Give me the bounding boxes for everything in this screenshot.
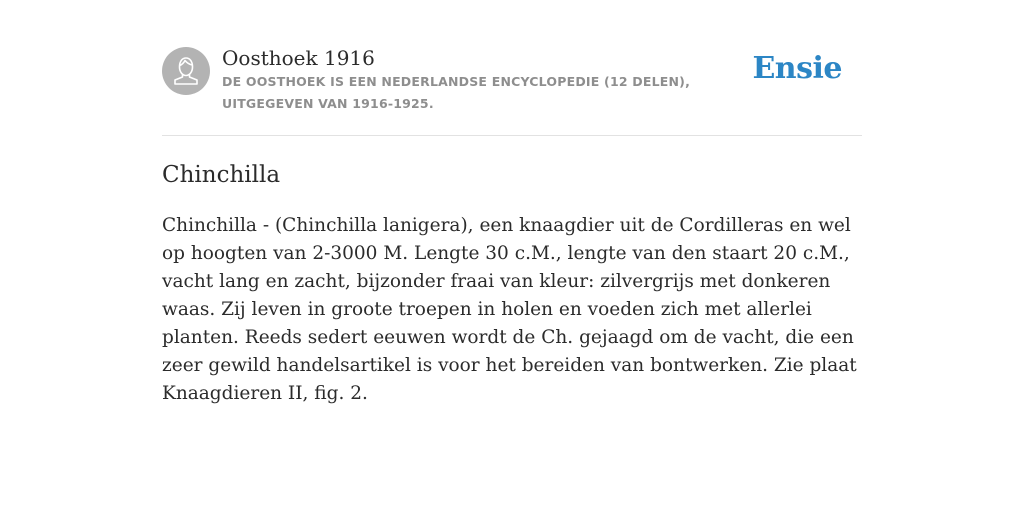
source-description: DE OOSTHOEK IS EEN NEDERLANDSE ENCYCLOPEDIE (12 DELEN), UITGEGEVEN VAN 1916-1925. — [222, 74, 691, 111]
article-title: Chinchilla — [162, 162, 281, 188]
ensie-logo[interactable]: Ensie — [752, 51, 842, 86]
article-body: Chinchilla - (Chinchilla lanigera), een knaagdier uit de Cordilleras en wel op hoogten van 2-3000 M. Lengte 30 c.M., lengte van den staart 20 c.M., vacht lang en zacht, bijzonder fraai van kleur: zilvergrijs met donkeren waas. Zij leven in groote troepen in holen en voeden zich met allerlei planten. Reeds sedert eeuwen wordt de Ch. gejaagd om de vacht, die een zeer gewild handelsartikel is voor het bereiden van bontwerken. Zie plaat Knaagdieren II, fig. 2. — [162, 215, 857, 404]
source-header — [162, 40, 862, 136]
source-title[interactable]: Oosthoek 1916 — [222, 46, 375, 70]
person-outline-icon — [162, 47, 210, 95]
user-avatar-icon[interactable] — [162, 47, 210, 95]
